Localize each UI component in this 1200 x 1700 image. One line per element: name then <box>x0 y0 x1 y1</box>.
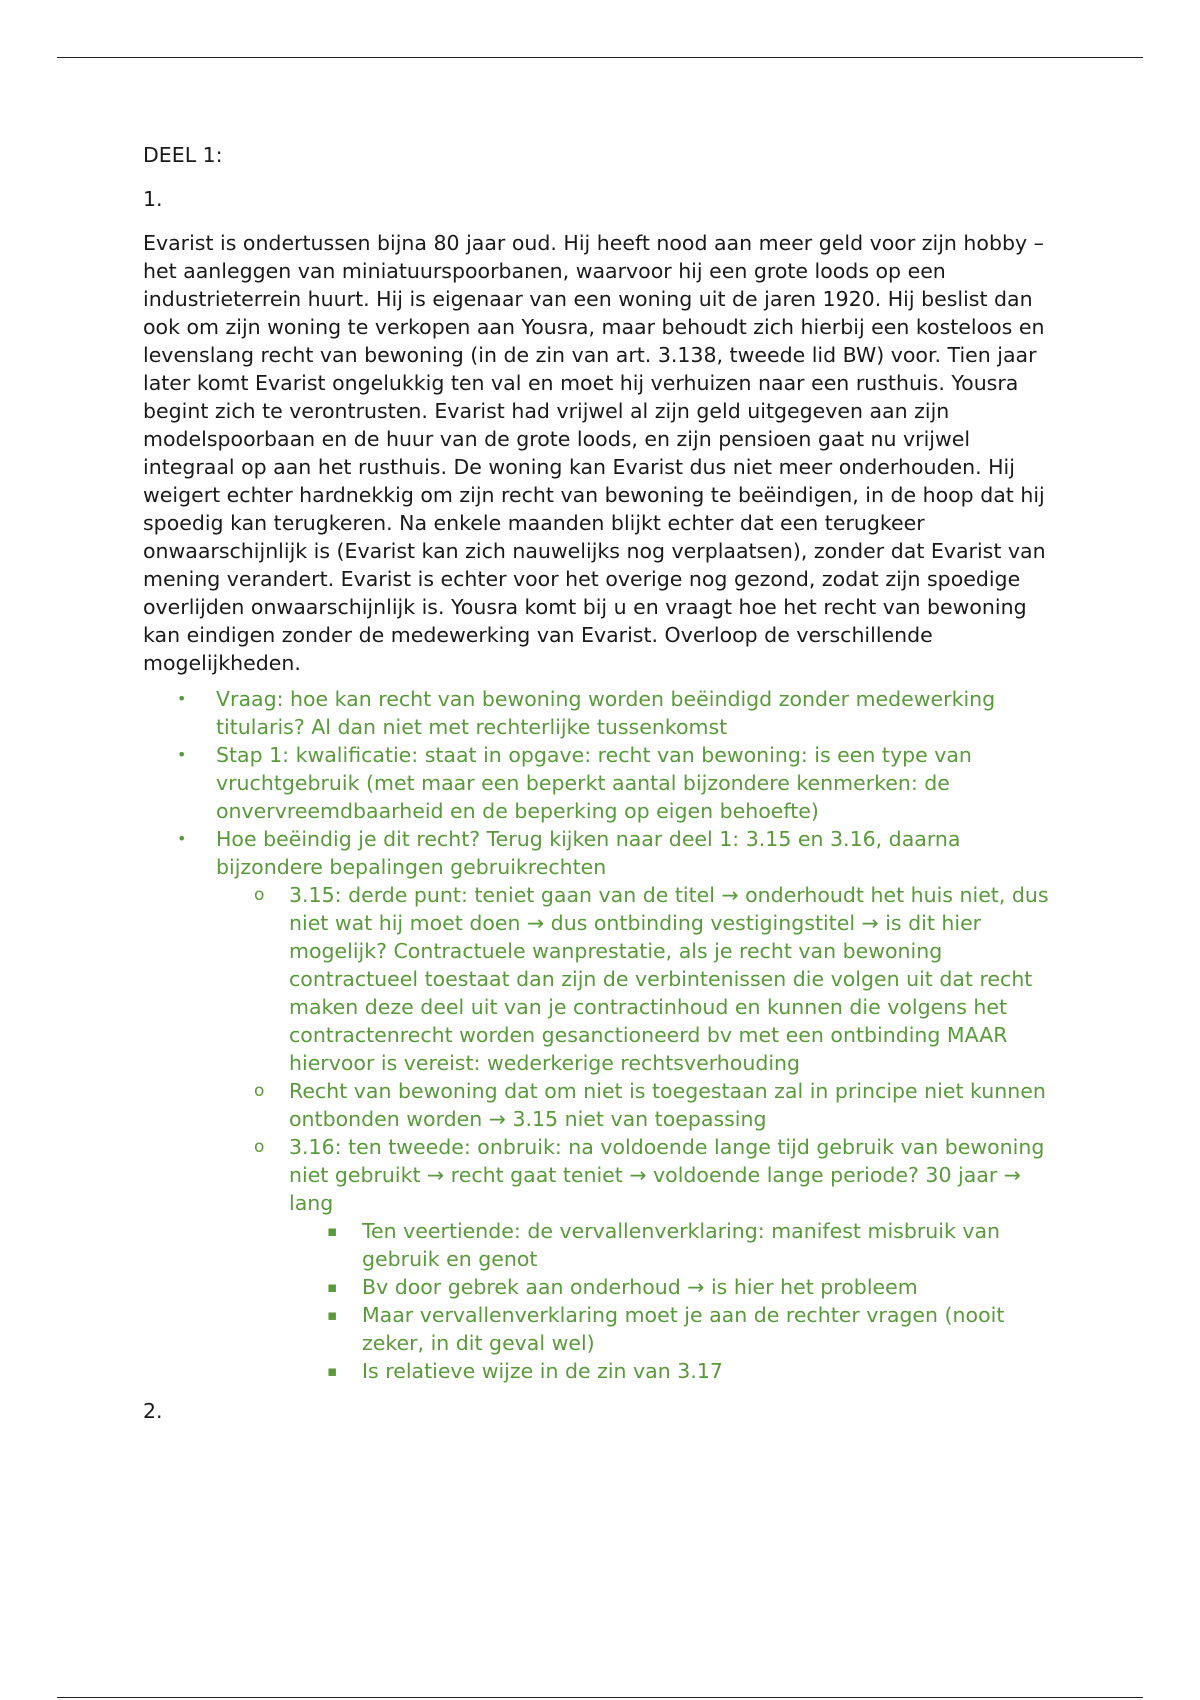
answer-subsub-2 <box>289 1273 1063 1301</box>
bullet-marker: • <box>177 689 187 708</box>
answer-bullet-3 <box>143 825 1063 1385</box>
answer-subsub-2-text: Bv door gebrek aan onderhoud → is hier het probleem <box>362 1275 918 1299</box>
square-bullet-marker: ▪ <box>327 1306 338 1324</box>
answer-subsub-3-text: Maar vervallenverklaring moet je aan de rechter vragen (nooit zeker, in dit geval wel) <box>362 1303 1005 1355</box>
answer-subsub-1-text: Ten veertiende: de vervallenverklaring: manifest misbruik van gebruik en genot <box>362 1219 1001 1271</box>
header-rule <box>57 57 1143 58</box>
square-bullet-marker: ▪ <box>327 1362 338 1380</box>
sub-bullet-marker: o <box>254 885 265 905</box>
document-body <box>143 141 1063 1425</box>
answer-subsublist <box>289 1217 1063 1385</box>
answer-sub-3-text: 3.16: ten tweede: onbruik: na voldoende lange tijd gebruik van bewoning niet gebruikt → recht gaat teniet → voldoende lange periode? 30 jaar → lang <box>289 1135 1045 1215</box>
answer-bullet-3-text: Hoe beëindig je dit recht? Terug kijken naar deel 1: 3.15 en 3.16, daarna bijzondere bepalingen gebruikrechten <box>216 827 961 879</box>
bullet-marker: • <box>177 829 187 848</box>
answer-sub-1-text: 3.15: derde punt: teniet gaan van de titel → onderhoudt het huis niet, dus niet wat hij moet doen → dus ontbinding vestigingstitel → is dit hier mogelijk? Contractuele wanprestatie, als je recht van bewoning contractueel toestaat dan zijn de verbintenissen die volgen uit dat recht maken deze deel uit van je contractinhoud en kunnen die volgens het contractenrecht worden gesanctioneerd bv met een ontbinding MAAR hiervoor is vereist: wederkerige rechtsverhouding <box>289 883 1049 1075</box>
answer-subsub-4-text: Is relatieve wijze in de zin van 3.17 <box>362 1359 723 1383</box>
answer-sub-2-text: Recht van bewoning dat om niet is toegestaan zal in principe niet kunnen ontbonden worden → 3.15 niet van toepassing <box>289 1079 1046 1131</box>
question-2-number: 2. <box>143 1399 163 1423</box>
answer-sublist <box>216 881 1063 1385</box>
square-bullet-marker: ▪ <box>327 1278 338 1296</box>
answer-bullet-1-text: Vraag: hoe kan recht van bewoning worden beëindigd zonder medewerking titularis? Al dan niet met rechterlijke tussenkomst <box>216 687 996 739</box>
bullet-marker: • <box>177 745 187 764</box>
square-bullet-marker: ▪ <box>327 1222 338 1240</box>
answer-sub-3 <box>216 1133 1063 1385</box>
answer-subsub-3 <box>289 1301 1063 1357</box>
answer-subsub-1 <box>289 1217 1063 1273</box>
answer-bullet-2-text: Stap 1: kwalificatie: staat in opgave: recht van bewoning: is een type van vruchtgebruik (met maar een beperkt aantal bijzondere kenmerken: de onvervreemdbaarheid en de beperking op eigen behoefte) <box>216 743 972 823</box>
answer-sub-1 <box>216 881 1063 1077</box>
answer-bullet-1 <box>143 685 1063 741</box>
sub-bullet-marker: o <box>254 1137 265 1157</box>
question-1-number: 1. <box>143 187 163 211</box>
sub-bullet-marker: o <box>254 1081 265 1101</box>
answer-bullet-2 <box>143 741 1063 825</box>
answer-sub-2 <box>216 1077 1063 1133</box>
question-1-text: Evarist is ondertussen bijna 80 jaar oud. Hij heeft nood aan meer geld voor zijn hobby – het aanleggen van miniatuurspoorbanen, waarvoor hij een grote loods op een industrieterrein huurt. Hij is eigenaar van een woning uit de jaren 1920. Hij beslist dan ook om zijn woning te verkopen aan Yousra, maar behoudt zich hierbij een kosteloos en levenslang recht van bewoning (in de zin van art. 3.138, tweede lid BW) voor. Tien jaar later komt Evarist ongelukkig ten val en moet hij verhuizen naar een rusthuis. Yousra begint zich te verontrusten. Evarist had vrijwel al zijn geld uitgegeven aan zijn modelspoorbaan en de huur van de grote loods, en zijn pensioen gaat nu vrijwel integraal op aan het rusthuis. De woning kan Evarist dus niet meer onderhouden. Hij weigert echter hardnekkig om zijn recht van bewoning te beëindigen, in de hoop dat hij spoedig kan terugkeren. Na enkele maanden blijkt echter dat een terugkeer onwaarschijnlijk is (Evarist kan zich nauwelijks nog verplaatsen), zonder dat Evarist van mening verandert. Evarist is echter voor het overige nog gezond, zodat zijn spoedige overlijden onwaarschijnlijk is. Yousra komt bij u en vraagt hoe het recht van bewoning kan eindigen zonder de medewerking van Evarist. Overloop de verschillende mogelijkheden. <box>143 231 1046 675</box>
footer-rule <box>57 1697 1143 1698</box>
section-heading: DEEL 1: <box>143 143 223 167</box>
answer-list <box>143 685 1063 1385</box>
answer-subsub-4 <box>289 1357 1063 1385</box>
